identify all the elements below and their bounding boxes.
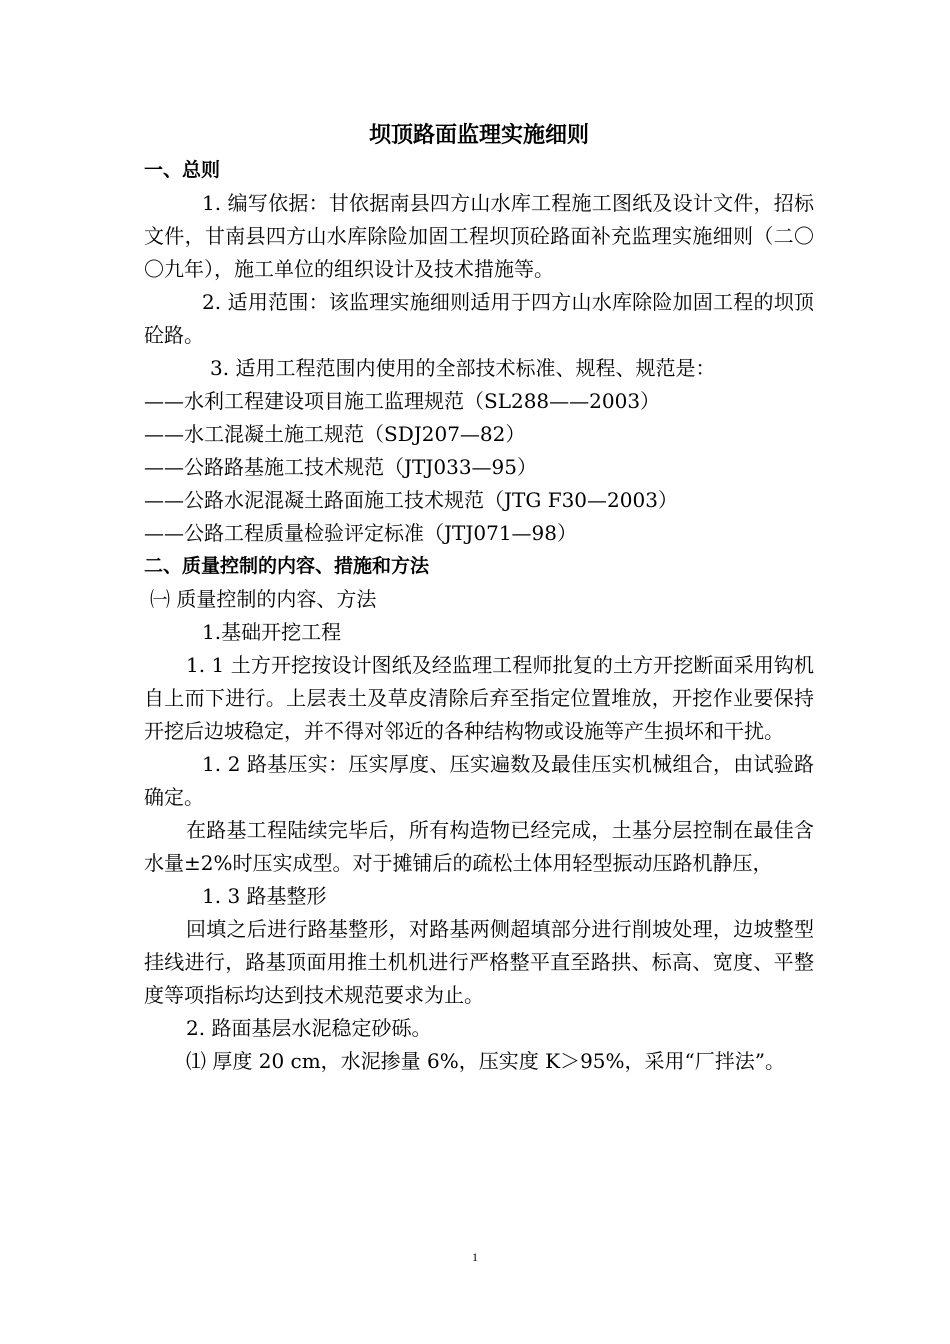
- standard-item: ——公路水泥混凝土路面施工技术规范（JTG F30—2003）: [144, 488, 678, 512]
- document-title: 坝顶路面监理实施细则: [368, 123, 589, 148]
- paragraph-scope: 2. 适用范围：该监理实施细则适用于四方山水库除险加固工程的坝顶砼路。: [144, 290, 814, 347]
- document-body: [144, 118, 814, 1078]
- paragraph-compaction-detail: 在路基工程陆续完毕后，所有构造物已经完成，土基分层控制在最佳含水量±2%时压实成型。对于摊铺后的疏松土体用轻型振动压路机静压，: [144, 818, 814, 875]
- section-heading-general: 一、总则: [144, 159, 221, 181]
- section-heading-quality: 二、质量控制的内容、措施和方法: [144, 555, 430, 577]
- paragraph-base-layer-spec: ⑴ 厚度 20 cm，水泥掺量 6%，压实度 K＞95%，采用“厂拌法”。: [186, 1049, 785, 1073]
- paragraph-shaping: 回填之后进行路基整形，对路基两侧超填部分进行削坡处理，边坡整型挂线进行，路基顶面用推土机机进行严格整平直至路拱、标高、宽度、平整度等项指标均达到技术规范要求为止。: [144, 917, 814, 1007]
- paragraph-standards-intro: 3. 适用工程范围内使用的全部技术标准、规程、规范是：: [210, 356, 716, 380]
- standard-item: ——公路路基施工技术规范（JTJ033—95）: [144, 455, 537, 479]
- standard-item: ——水利工程建设项目施工监理规范（SL288——2003）: [144, 389, 661, 413]
- item-heading-shaping: 1. 3 路基整形: [202, 884, 327, 908]
- paragraph-compaction: 1. 2 路基压实：压实厚度、压实遍数及最佳压实机械组合，由试验路确定。: [144, 752, 814, 809]
- item-heading-excavation: 1.基础开挖工程: [202, 620, 342, 644]
- paragraph-excavation: 1. 1 土方开挖按设计图纸及经监理工程师批复的土方开挖断面采用钩机自上而下进行。上层表土及草皮清除后弃至指定位置堆放，开挖作业要保持开挖后边坡稳定，并不得对邻近的各种结构物或设施等产生损坏和干扰。: [144, 653, 814, 743]
- page-number: 1: [472, 1250, 478, 1264]
- standard-item: ——公路工程质量检验评定标准（JTJ071—98）: [144, 521, 577, 545]
- standard-item: ——水工混凝土施工规范（SDJ207—82）: [144, 422, 526, 446]
- subsection-heading: ㈠ 质量控制的内容、方法: [150, 587, 377, 611]
- paragraph-basis: 1. 编写依据：甘依据南县四方山水库工程施工图纸及设计文件，招标文件，甘南县四方山水库除险加固工程坝顶砼路面补充监理实施细则（二〇〇九年），施工单位的组织设计及技术措施等。: [144, 191, 814, 281]
- item-heading-base-layer: 2. 路面基层水泥稳定砂砾。: [186, 1016, 432, 1040]
